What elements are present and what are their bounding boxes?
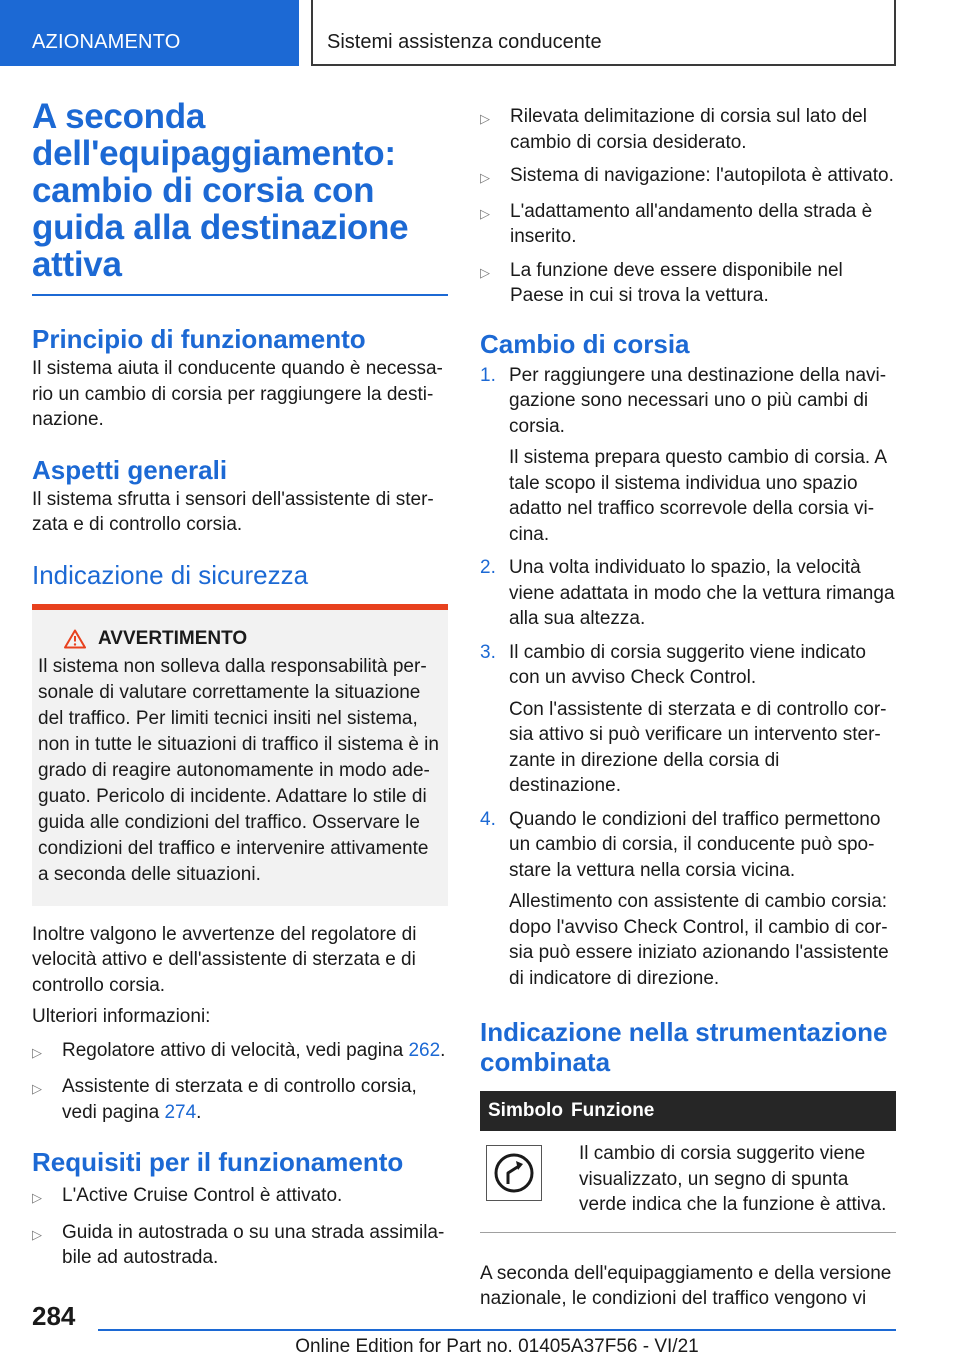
footer-rule <box>98 1329 896 1331</box>
table-header <box>480 1091 896 1131</box>
safety-heading: Indicazione di sicurezza <box>32 559 309 590</box>
step-item <box>480 363 896 548</box>
step-text: Per raggiungere una destinazione della navigazione sono necessari uno o più cambi di corsia. <box>509 364 887 437</box>
bullet-triangle-icon: ▷ <box>480 205 490 221</box>
warning-text: Il sistema non solleva dalla responsabilità personale di valutare correttamente la situazione del traffico. Per limiti tecnici insiti nel sistema, non in tutte le situazioni di traffico il sistema è in grado di reagire autonomamente in modo adeguato. Pericolo di incidente. Adattare lo stile di guida alle condizioni del traffico. Osservare le condizioni del traffico e intervenire attivamente a seconda delle situazioni. <box>38 655 439 885</box>
warning-box <box>32 604 448 906</box>
lane-change-symbol <box>486 1145 542 1201</box>
requirement-item <box>480 163 896 191</box>
step-extra: Allestimento con assistente di cambio corsia: dopo l'avviso Check Control, il cambio di corsia può essere iniziato azionando l'assistente di indicatore di direzione. <box>509 891 889 989</box>
also-text: Inoltre valgono le avvertenze del regolatore di velocità attivo e dell'assistente di sterzata e di controllo corsia. <box>32 923 417 996</box>
general-text: Il sistema sfrutta i sensori dell'assistente di sterzata e di controllo corsia. <box>32 488 434 535</box>
step-number: 2. <box>480 557 496 578</box>
display-heading: Indicazione nella strumentazione combinata <box>480 1017 888 1077</box>
section-tab: AZIONAMENTO <box>0 0 299 66</box>
page-header <box>0 0 960 66</box>
requirement-item <box>32 1183 448 1211</box>
page-title: A seconda dell'equipaggiamento: cambio di corsia con guida alla destinazione attiva <box>32 97 409 284</box>
reference-end: . <box>440 1039 446 1061</box>
step-item <box>480 640 896 799</box>
step-item <box>480 807 896 992</box>
requirements-heading: Requisiti per il funzionamento <box>32 1147 404 1177</box>
bullet-triangle-icon: ▷ <box>480 111 490 126</box>
title-rule <box>32 294 448 296</box>
reference-item <box>32 1074 448 1125</box>
bullet-triangle-icon: ▷ <box>32 1190 42 1205</box>
warning-header <box>68 626 440 652</box>
requirement-text: L'Active Cruise Control è attivato. <box>62 1185 343 1206</box>
step-text: Quando le condizioni del traffico permettono un cambio di corsia, il conducente può spostare la vettura nella corsia vicina. <box>509 808 881 881</box>
step-extra: Il sistema prepara questo cambio di corsia. A tale scopo il sistema individua uno spazio adatto nel traffico scorrevole della corsia vicina. <box>509 447 887 545</box>
requirement-text: Rilevata delimitazione di corsia sul lato del cambio di corsia desiderato. <box>510 106 867 153</box>
step-text: Il cambio di corsia suggerito viene indicato con un avviso Check Control. <box>509 641 866 688</box>
requirement-text: L'adattamento all'andamento della strada è inserito. <box>510 200 873 247</box>
lane-change-heading: Cambio di corsia <box>480 328 690 359</box>
step-number: 4. <box>480 808 496 830</box>
bullet-triangle-icon: ▷ <box>480 170 490 185</box>
requirement-item <box>32 1220 448 1271</box>
edition-text: Online Edition for Part no. 01405A37F56 - VI/21 <box>295 1336 699 1357</box>
step-number: 3. <box>480 641 496 663</box>
bullet-triangle-icon: ▷ <box>32 1226 42 1242</box>
column-header-symbol: Simbolo <box>488 1100 563 1121</box>
reference-text: Regolatore attivo di velocità, vedi pagina <box>62 1039 409 1061</box>
bullet-triangle-icon: ▷ <box>480 264 490 280</box>
requirement-text: La funzione deve essere disponibile nel Paese in cui si trova la vettura. <box>510 259 843 306</box>
lane-change-arrow-icon <box>487 1146 541 1200</box>
warning-title: AVVERTIMENTO <box>98 627 248 649</box>
page-link-262[interactable]: 262 <box>408 1039 441 1061</box>
page-link-274[interactable]: 274 <box>164 1101 197 1123</box>
reference-end: . <box>196 1101 202 1123</box>
function-text: Il cambio di corsia suggerito viene visualizzato, un segno di spunta verde indica che la funzione è attiva. <box>579 1143 887 1215</box>
warning-triangle-icon <box>64 629 86 649</box>
principle-text: Il sistema aiuta il conducente quando è necessario un cambio di corsia per raggiungere la destinazione. <box>32 358 443 430</box>
symbol-cell <box>480 1137 579 1218</box>
table-row <box>480 1131 896 1233</box>
reference-item <box>32 1038 448 1066</box>
closing-text: A seconda dell'equipaggiamento e della versione nazionale, le condizioni del traffico vengono vi <box>480 1262 892 1309</box>
column-header-function: Funzione <box>571 1100 655 1121</box>
step-item <box>480 555 896 632</box>
left-column <box>32 98 448 1271</box>
more-info-label: Ulteriori informazioni: <box>32 1006 211 1027</box>
reference-text: Assistente di sterzata e di controllo corsia, vedi pagina <box>62 1076 417 1123</box>
step-extra: Con l'assistente di sterzata e di controllo corsia attivo si può verificare un intervento sterzante in direzione della corsia di destinazione. <box>509 698 887 796</box>
symbol-table <box>480 1091 896 1233</box>
requirement-text: Guida in autostrada o su una strada assimilabile ad autostrada. <box>62 1221 445 1268</box>
principle-heading: Principio di funzionamento <box>32 324 366 354</box>
page-number: 284 <box>32 1301 76 1331</box>
bullet-triangle-icon: ▷ <box>32 1044 42 1060</box>
general-heading: Aspetti generali <box>32 454 228 485</box>
requirement-item <box>480 104 896 155</box>
right-column <box>480 104 896 1312</box>
requirement-item <box>480 258 896 309</box>
requirement-item <box>480 199 896 250</box>
bullet-triangle-icon: ▷ <box>32 1081 42 1096</box>
requirement-text: Sistema di navigazione: l'autopilota è attivato. <box>510 165 894 186</box>
step-text: Una volta individuato lo spazio, la velocità viene adattata in modo che la vettura rimanga alla sua altezza. <box>509 557 895 629</box>
chapter-title: Sistemi assistenza conducente <box>311 0 896 66</box>
step-number: 1. <box>480 364 496 386</box>
